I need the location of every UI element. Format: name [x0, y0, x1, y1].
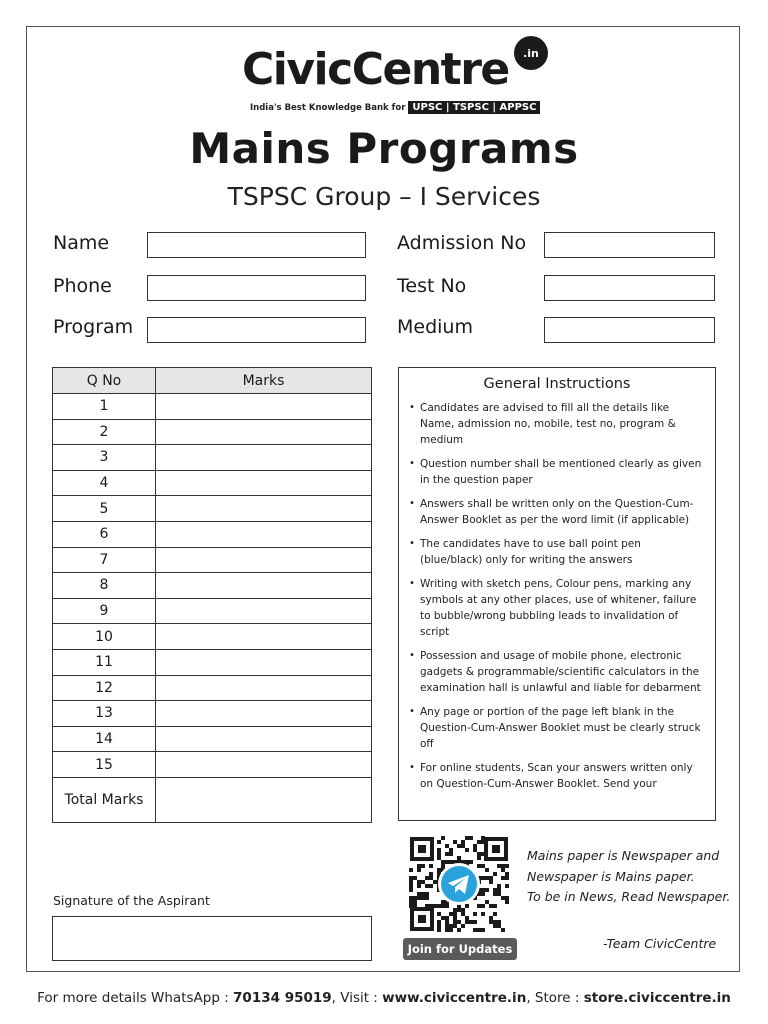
marks-cell[interactable]: [156, 521, 372, 547]
test-no-field[interactable]: [544, 275, 715, 301]
medium-label: Medium: [397, 316, 473, 338]
instruction-item: • Question number shall be mentioned clearly as given in the question paper: [420, 456, 705, 488]
instructions-title: General Instructions: [483, 376, 631, 392]
question-number-cell: 4: [53, 470, 156, 496]
instruction-item: • Writing with sketch pens, Colour pens, marking any symbols at any other places, use of whitener, failure to bubble/wrong bubbling leads to invalidation of script: [420, 576, 705, 640]
tagline-prefix: India's Best Knowledge Bank for: [250, 102, 406, 113]
table-row: [53, 496, 372, 522]
marks-cell[interactable]: [156, 445, 372, 471]
question-number-cell: 15: [53, 752, 156, 778]
page-title: Mains Programs: [189, 124, 579, 173]
footer: [0, 990, 768, 1006]
phone-label: Phone: [53, 275, 112, 297]
total-marks-cell[interactable]: [156, 777, 372, 822]
question-number-cell: 5: [53, 496, 156, 522]
marks-table-header: [53, 368, 372, 394]
qno-header: Q No: [53, 368, 156, 394]
instruction-item: • Any page or portion of the page left blank in the Question-Cum-Answer Booklet must be clearly struck off: [420, 704, 705, 752]
table-row: [53, 675, 372, 701]
instructions-box: [398, 367, 716, 821]
test-no-label: Test No: [397, 275, 467, 297]
medium-field[interactable]: [544, 317, 715, 343]
table-row: [53, 726, 372, 752]
footer-prefix: For more details WhatsApp :: [37, 990, 234, 1006]
brand-badge: .in: [514, 36, 548, 70]
total-marks-row: [53, 777, 372, 822]
marks-cell[interactable]: [156, 726, 372, 752]
marks-cell[interactable]: [156, 394, 372, 420]
marks-cell[interactable]: [156, 419, 372, 445]
table-row: [53, 445, 372, 471]
question-number-cell: 2: [53, 419, 156, 445]
marks-cell[interactable]: [156, 496, 372, 522]
program-label: Program: [53, 316, 134, 338]
table-row: [53, 470, 372, 496]
store-link[interactable]: store.civiccentre.in: [583, 990, 731, 1006]
marks-cell[interactable]: [156, 470, 372, 496]
table-row: [53, 624, 372, 650]
whatsapp-number[interactable]: 70134 95019: [233, 990, 332, 1006]
marks-header: Marks: [156, 368, 372, 394]
quote-block: [527, 846, 730, 908]
table-row: [53, 598, 372, 624]
quote-line-1: Mains paper is Newspaper and: [527, 848, 720, 863]
qr-code[interactable]: [409, 836, 509, 932]
admission-no-label: Admission No: [397, 232, 527, 254]
brand-logo: [242, 44, 552, 100]
instruction-item: • For online students, Scan your answers written only on Question-Cum-Answer Booklet. Send your: [420, 760, 705, 792]
admission-no-field[interactable]: [544, 232, 715, 258]
marks-cell[interactable]: [156, 675, 372, 701]
name-label: Name: [53, 232, 110, 254]
signature-field[interactable]: [52, 916, 372, 961]
program-field[interactable]: [147, 317, 366, 343]
total-marks-label: Total Marks: [53, 777, 156, 822]
instruction-item: • Candidates are advised to fill all the details like Name, admission no, mobile, test no, program & medium: [420, 400, 705, 448]
quote-line-3: To be in News, Read Newspaper.: [527, 889, 731, 904]
tagline-exams: UPSC | TSPSC | APPSC: [408, 101, 540, 114]
question-number-cell: 6: [53, 521, 156, 547]
question-number-cell: 3: [53, 445, 156, 471]
footer-store-label: , Store :: [526, 990, 584, 1006]
instruction-item: • Answers shall be written only on the Question-Cum-Answer Booklet as per the word limit (if applicable): [420, 496, 705, 528]
table-row: [53, 394, 372, 420]
table-row: [53, 649, 372, 675]
instructions-list: [399, 400, 715, 792]
website-link[interactable]: www.civiccentre.in: [382, 990, 527, 1006]
question-number-cell: 12: [53, 675, 156, 701]
table-row: [53, 547, 372, 573]
table-row: [53, 419, 372, 445]
signature-label: Signature of the Aspirant: [53, 893, 210, 908]
instruction-item: • Possession and usage of mobile phone, electronic gadgets & programmable/scientific calculators in the examination hall is unlawful and liable for debarment: [420, 648, 705, 696]
question-number-cell: 11: [53, 649, 156, 675]
quote-line-2: Newspaper is Mains paper.: [527, 868, 695, 884]
table-row: [53, 521, 372, 547]
marks-cell[interactable]: [156, 573, 372, 599]
telegram-icon: [438, 863, 480, 905]
marks-cell[interactable]: [156, 752, 372, 778]
question-number-cell: 7: [53, 547, 156, 573]
brand-name: CivicCentre: [242, 44, 509, 95]
question-number-cell: 8: [53, 573, 156, 599]
question-number-cell: 14: [53, 726, 156, 752]
page-subtitle: TSPSC Group – I Services: [227, 182, 541, 211]
table-row: [53, 701, 372, 727]
marks-table-body: [53, 394, 372, 823]
question-number-cell: 9: [53, 598, 156, 624]
table-row: [53, 752, 372, 778]
footer-visit-label: , Visit :: [331, 990, 383, 1006]
instruction-item: • The candidates have to use ball point pen (blue/black) only for writing the answers: [420, 536, 705, 568]
quote-signature: -Team CivicCentre: [603, 936, 717, 951]
marks-cell[interactable]: [156, 701, 372, 727]
marks-cell[interactable]: [156, 649, 372, 675]
marks-table: [52, 367, 372, 823]
question-number-cell: 13: [53, 701, 156, 727]
question-number-cell: 10: [53, 624, 156, 650]
marks-cell[interactable]: [156, 547, 372, 573]
join-for-updates-button[interactable]: Join for Updates: [403, 938, 517, 960]
brand-tagline: [250, 101, 540, 114]
marks-cell[interactable]: [156, 598, 372, 624]
table-row: [53, 573, 372, 599]
phone-field[interactable]: [147, 275, 366, 301]
marks-cell[interactable]: [156, 624, 372, 650]
name-field[interactable]: [147, 232, 366, 258]
question-number-cell: 1: [53, 394, 156, 420]
